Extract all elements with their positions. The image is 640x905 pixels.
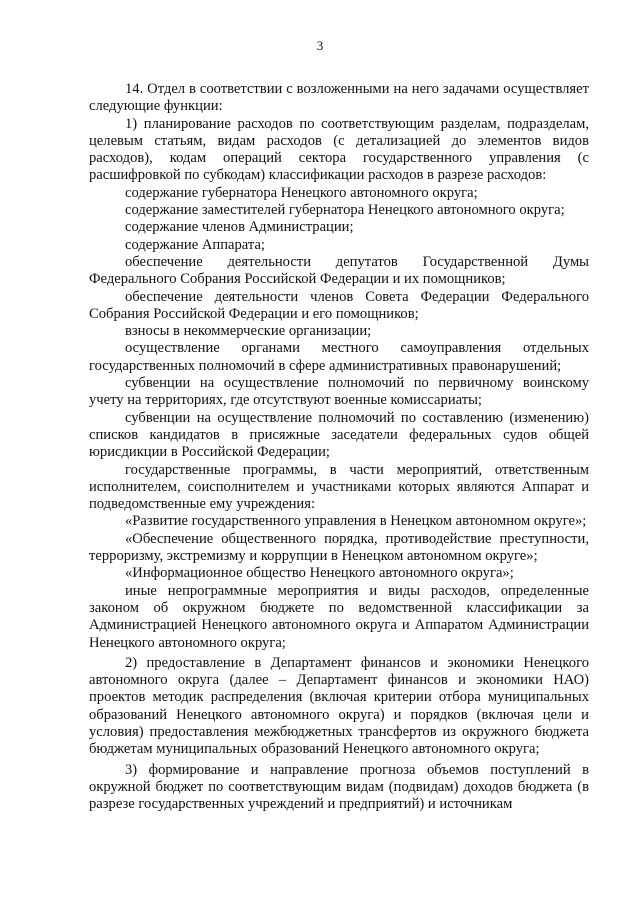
paragraph-item-1: 1) планирование расходов по соответствующим разделам, подразделам, целевым статьям, видам расходов (с детализацией до элементов видов расходов), кодам операций сектора государственного управления (с расшифровкой по субкодам) классификации расходов в разрезе расходов: [89, 115, 589, 184]
paragraph-other-expenses: иные непрограммные мероприятия и виды расходов, определенные законом об окружном бюджете по ведомственной классификации за Администрацией Ненецкого автономного округа и Аппаратом Администрации Ненецкого автономного округа; [89, 582, 589, 651]
paragraph-expense-duma: обеспечение деятельности депутатов Государственной Думы Федерального Собрания Российской Федерации и их помощников; [89, 253, 589, 288]
paragraph-expense-military-registration: субвенции на осуществление полномочий по первичному воинскому учету на территориях, где отсутствуют военные комиссариаты; [89, 375, 589, 409]
document-body [89, 81, 589, 813]
paragraph-expense-local-government: осуществление органами местного самоуправления отдельных государственных полномочий в сфере административных правонарушений; [89, 340, 589, 374]
paragraph-expense-deputies: содержание заместителей губернатора Ненецкого автономного округа; [125, 202, 565, 219]
paragraph-expense-jurors: субвенции на осуществление полномочий по составлению (изменению) списков кандидатов в присяжные заседатели федеральных судов общей юрисдикции в Российской Федерации; [89, 409, 589, 461]
paragraph-expense-members: содержание членов Администрации; [125, 219, 354, 236]
paragraph-item-3: 3) формирование и направление прогноза объемов поступлений в окружной бюджет по соответствующим видам (подвидам) доходов бюджета (в разрезе государственных учреждений и предприятий) и источникам [89, 761, 589, 813]
paragraph-program-public-order: «Обеспечение общественного порядка, противодействие преступности, терроризму, экстремизму и коррупции в Ненецком автономном округе»; [89, 530, 589, 565]
page-number: 3 [316, 38, 324, 53]
paragraph-item-2: 2) предоставление в Департамент финансов и экономики Ненецкого автономного округа (далее – Департамент финансов и экономики НАО) проектов методик распределения (включая критерии отбора муниципальных образований Ненецкого автономного округа) и порядков (включая цели и условия) предоставления межбюджетных трансфертов из окружного бюджета бюджетам муниципальных образований Ненецкого автономного округа; [89, 654, 589, 758]
paragraph-program-information-society: «Информационное общество Ненецкого автономного округа»; [125, 565, 514, 582]
paragraph-expense-governor: содержание губернатора Ненецкого автономного округа; [125, 184, 478, 201]
paragraph-expense-apparatus: содержание Аппарата; [125, 236, 265, 253]
paragraph-expense-federation-council: обеспечение деятельности членов Совета Федерации Федерального Собрания Российской Федерации и его помощников; [89, 288, 589, 322]
paragraph-functions-intro: 14. Отдел в соответствии с возложенными на него задачами осуществляет следующие функции: [89, 81, 589, 115]
paragraph-expense-contributions: взносы в некоммерческие организации; [125, 323, 372, 340]
paragraph-state-programs: государственные программы, в части мероприятий, ответственным исполнителем, соисполнителем и участниками которых являются Аппарат и подведомственные ему учреждения: [89, 461, 589, 513]
paragraph-program-governance: «Развитие государственного управления в Ненецком автономном округе»; [125, 513, 587, 530]
